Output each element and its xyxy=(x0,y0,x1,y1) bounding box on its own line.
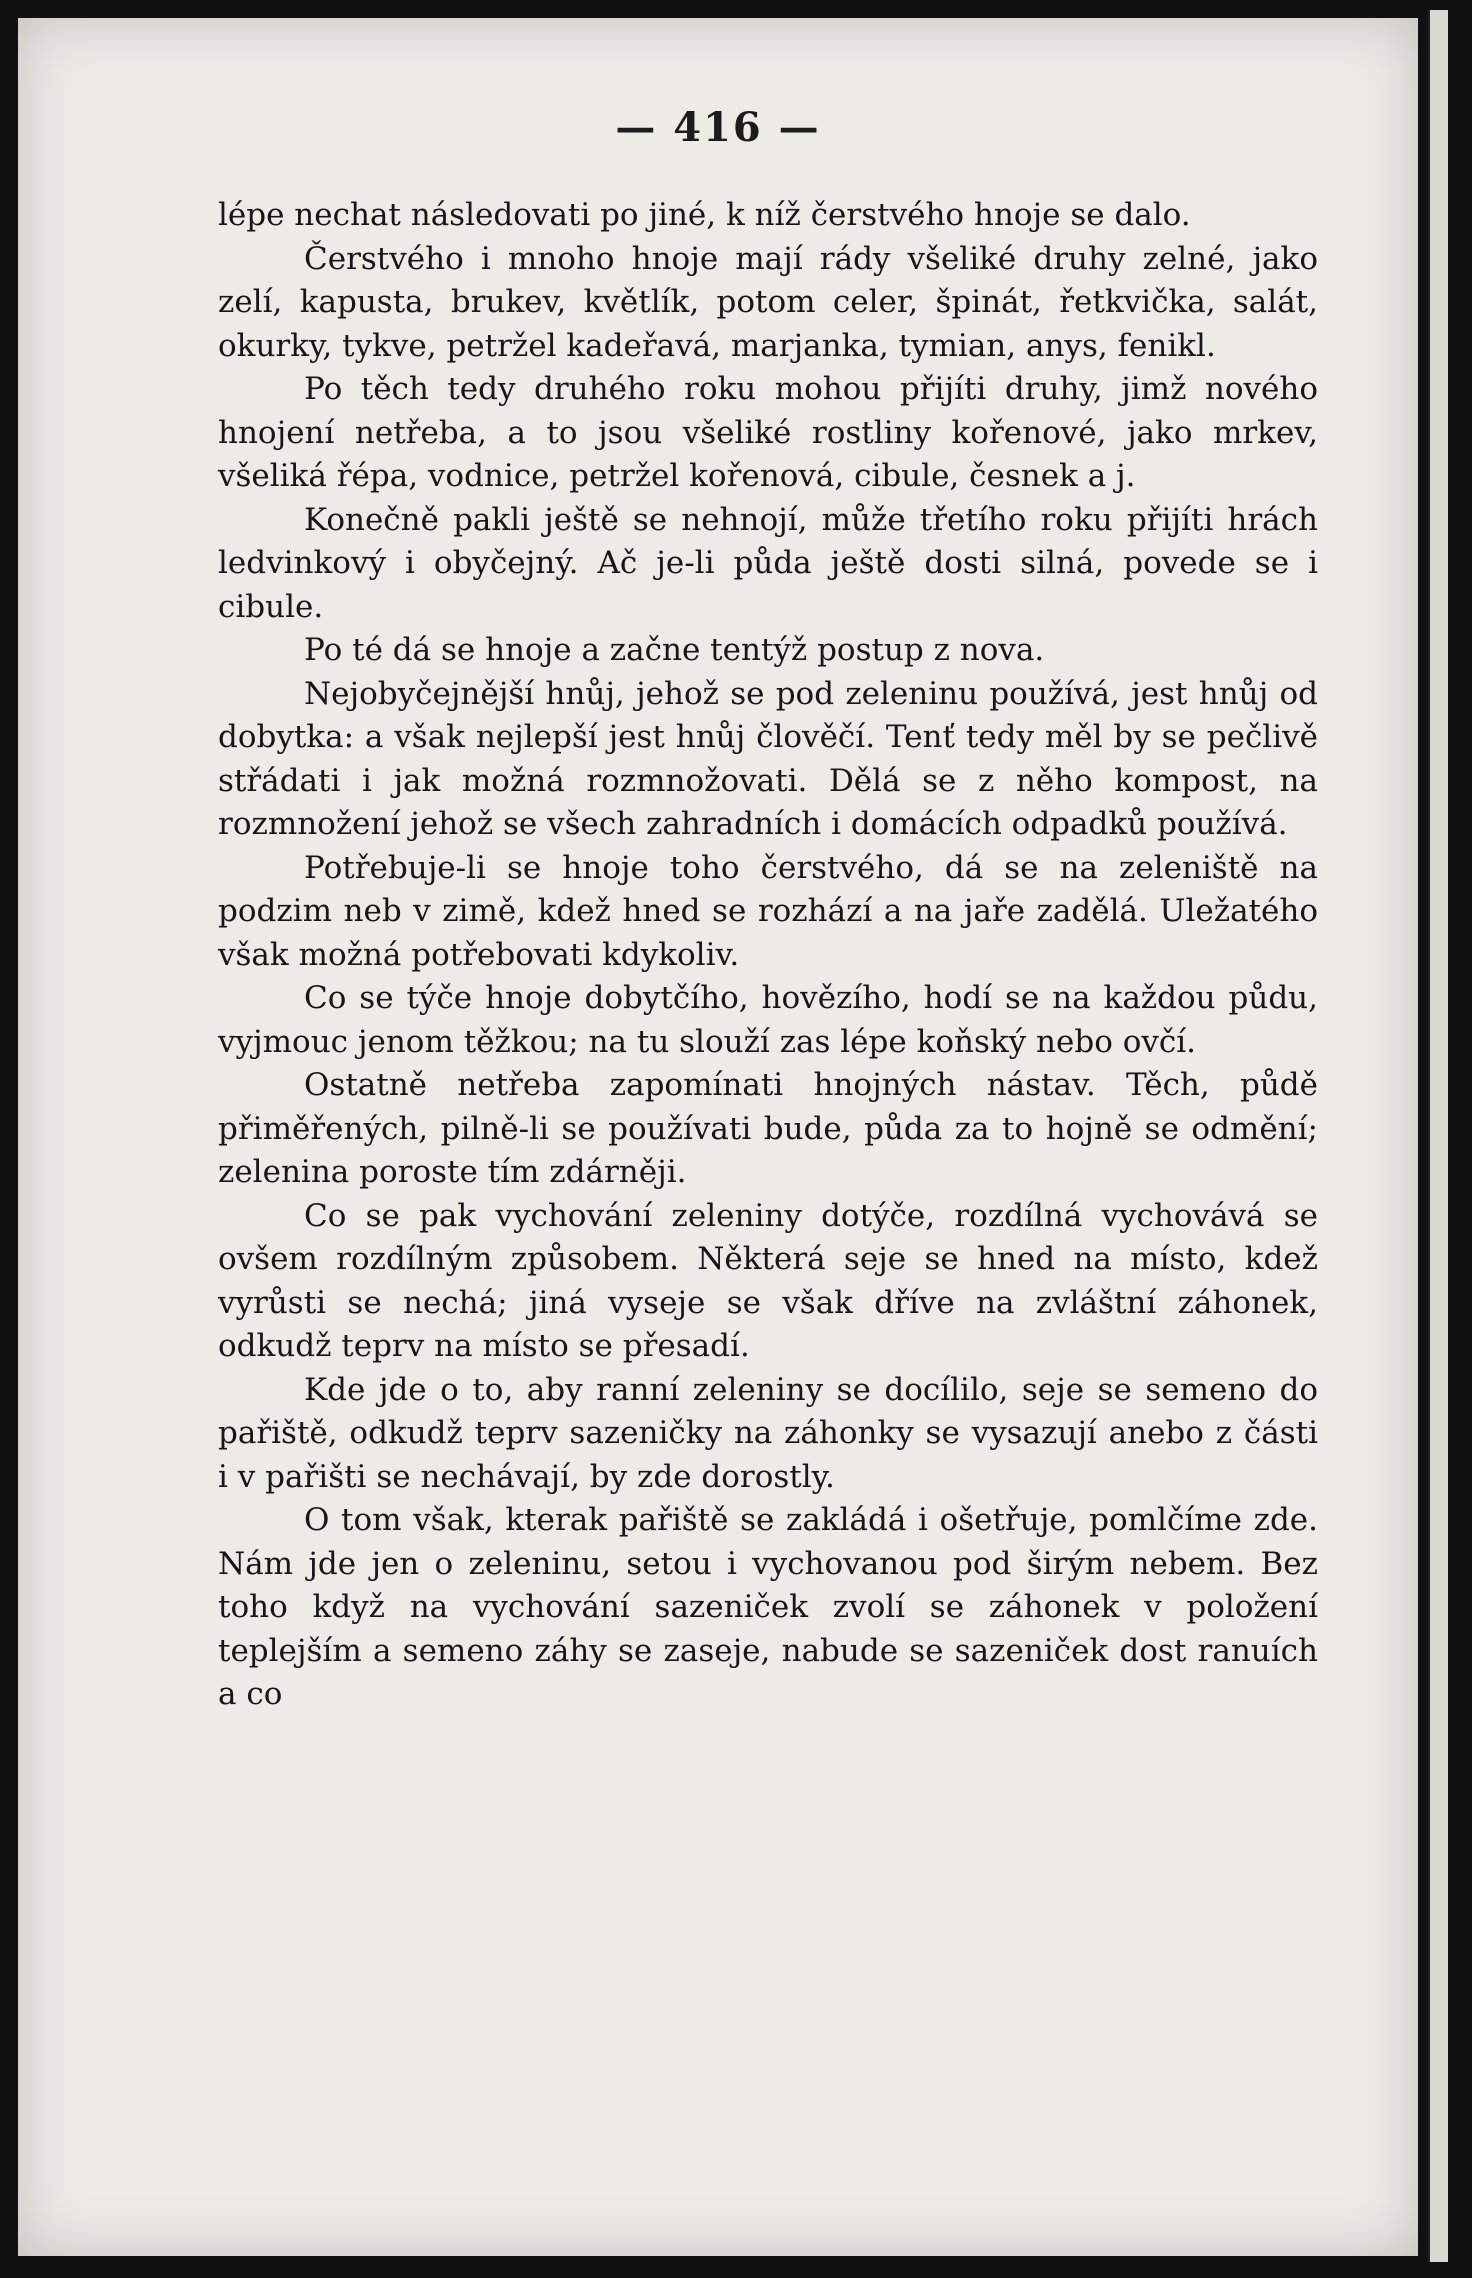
paragraph-1: lépe nechat následovati po jiné, k níž čerstvého hnoje se dalo. xyxy=(218,197,1191,233)
paragraph-5: Po té dá se hnoje a začne tentýž postup z nova. xyxy=(304,632,1045,668)
paragraph-10: Co se pak vychování zeleniny dotýče, rozdílná vychovává se ovšem rozdílným způsobem. Některá seje se hned na místo, kdež vyrůsti se nechá; jiná vyseje se však dříve na zvláštní záhonek, odkudž teprv na místo se přesadí. xyxy=(218,1197,1318,1364)
paragraph-6: Nejobyčejnější hnůj, jehož se pod zeleninu používá, jest hnůj od dobytka: a však nejlepší jest hnůj člověčí. Tenť tedy měl by se pečlivě střádati i jak možná rozmnožovati. Dělá se z něho kompost, na rozmnožení jehož se všech zahradních i domácích odpadků používá. xyxy=(218,675,1318,842)
paragraph-9: Ostatně netřeba zapomínati hnojných nástav. Těch, půdě přiměřených, pilně-li se používati bude, půda za to hojně se odmění; zelenina poroste tím zdárněji. xyxy=(218,1067,1318,1190)
paragraph-2: Čerstvého i mnoho hnoje mají rády všeliké druhy zelné, jako zelí, kapusta, brukev, květlík, potom celer, špinát, řetkvička, salát, okurky, tykve, petržel kadeřavá, marjanka, tymian, anys, fenikl. xyxy=(218,240,1318,364)
paragraph-4: Konečně pakli ještě se nehnojí, může třetího roku přijíti hrách ledvinkový i obyčejný. Ač je-li půda ještě dosti silná, povede se i cibule. xyxy=(218,501,1318,625)
paragraph-3: Po těch tedy druhého roku mohou přijíti druhy, jimž nového hnojení netřeba, a to jsou všeliké rostliny kořenové, jako mrkev, všeliká řépa, vodnice, petržel kořenová, cibule, česnek a j. xyxy=(218,371,1318,494)
text-body xyxy=(218,194,1318,1717)
book-page xyxy=(18,18,1418,2256)
paragraph-7: Potřebuje-li se hnoje toho čerstvého, dá se na zeleniště na podzim neb v zimě, kdež hned se rozhází a na jaře zadělá. Uležatého však možná potřebovati kdykoliv. xyxy=(218,849,1318,973)
adjacent-page-edge xyxy=(1428,10,1448,2262)
paragraph-12: O tom však, kterak pařiště se zakládá i ošetřuje, pomlčíme zde. Nám jde jen o zeleninu, setou i vychovanou pod širým nebem. Bez toho když na vychování sazeniček zvolí se záhonek v položení teplejším a semeno záhy se zaseje, nabude se sazeniček dost ranuích a co xyxy=(218,1502,1318,1712)
paragraph-8: Co se týče hnoje dobytčího, hovězího, hodí se na každou půdu, vyjmouc jenom těžkou; na tu slouží zas lépe koňský nebo ovčí. xyxy=(218,980,1318,1060)
page-number: — 416 — xyxy=(615,104,821,151)
paragraph-11: Kde jde o to, aby ranní zeleniny se docílilo, seje se semeno do pařiště, odkudž teprv sazeničky na záhonky se vysazují anebo z části i v pařišti se nechávají, by zde dorostly. xyxy=(218,1371,1318,1495)
